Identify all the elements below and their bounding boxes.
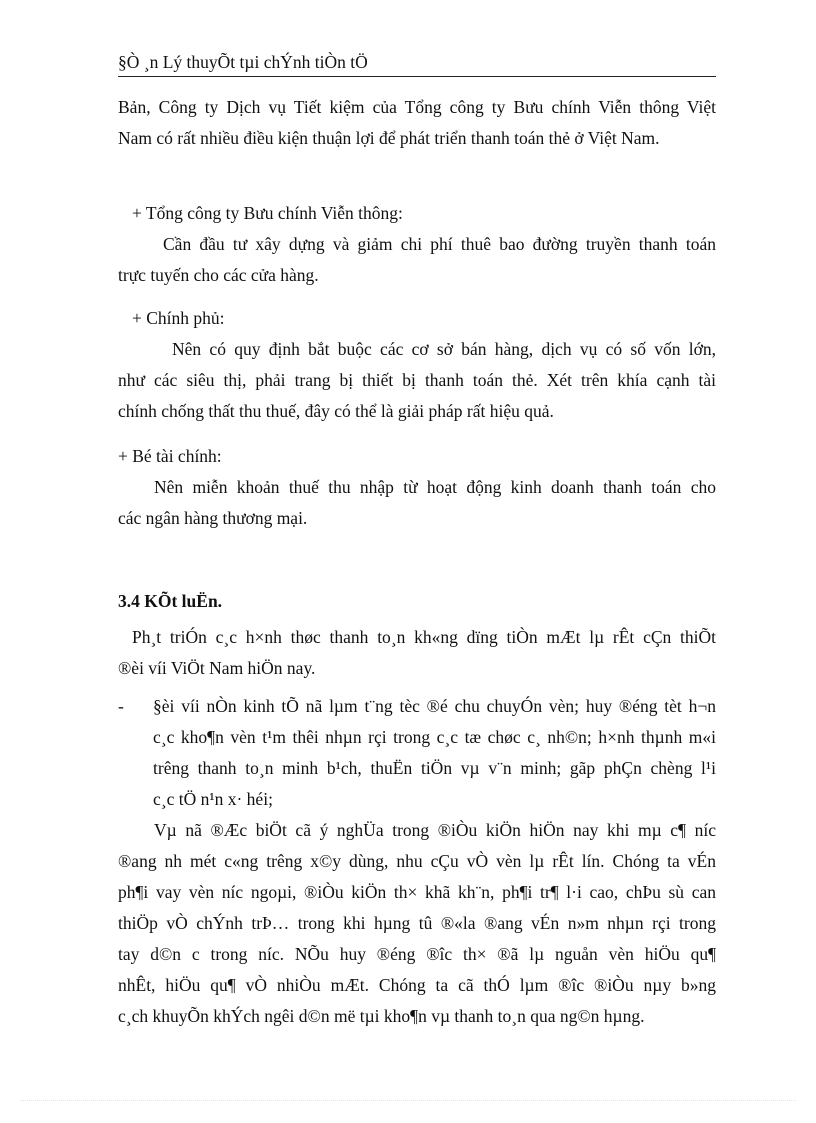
intro-paragraph (118, 92, 716, 154)
dash-marker: - (118, 696, 124, 716)
conclusion-heading (118, 586, 716, 617)
section-title: + Tổng công ty Bưu chính Viễn thông: (132, 203, 403, 223)
text-line: chính chống thất thu thuế, đây có thể là giải pháp rất hiệu quả. (118, 401, 554, 421)
conclusion-bullet (153, 691, 716, 815)
conclusion-paragraph-1 (118, 622, 716, 684)
text-line: thiÖp vÒ chÝnh trÞ… trong khi hµng tû ®«la ®ang vÉn n»m nhµn rçi trong (118, 913, 716, 933)
page-header: §Ò ¸n Lý thuyÕt tµi chÝnh tiÒn tÖ (118, 52, 716, 77)
text-line: Nên có quy định bắt buộc các cơ sở bán hàng, dịch vụ có số vốn lớn, (172, 339, 716, 359)
section-title: + Chính phủ: (132, 308, 225, 328)
text-line: c¸ch khuyÕn khÝch ngêi d©n më tµi kho¶n vµ thanh to¸n qua ng©n hµng. (118, 1006, 645, 1026)
page-bottom-rule (20, 1100, 796, 1101)
text-line: c¸c kho¶n vèn t¹m thêi nhµn rçi trong c¸c tæ chøc c¸ nh©n; h×nh thµnh m«i (153, 727, 716, 747)
text-line: Cần đầu tư xây dựng và giảm chi phí thuê bao đường truyền thanh toán (163, 234, 716, 254)
text-line: Bản, Công ty Dịch vụ Tiết kiệm của Tổng công ty Bưu chính Viễn thông Việt (118, 97, 716, 117)
section-government (118, 303, 716, 427)
text-line: như các siêu thị, phải trang bị thiết bị thanh toán thẻ. Xét trên khía cạnh tài (118, 370, 716, 390)
text-line: trực tuyến cho các cửa hàng. (118, 265, 319, 285)
text-line: Nên miễn khoản thuế thu nhập từ hoạt động kinh doanh thanh toán cho (154, 477, 716, 497)
text-line: trêng thanh to¸n minh b¹ch, thuËn tiÖn vµ v¨n minh; gãp phÇn chèng l¹i (153, 758, 716, 778)
text-line: các ngân hàng thương mại. (118, 508, 308, 528)
section-title: + Bé tài chính: (118, 446, 222, 466)
section-telecom (118, 198, 716, 291)
text-line: Nam có rất nhiều điều kiện thuận lợi để phát triển thanh toán thẻ ở Việt Nam. (118, 128, 660, 148)
text-line: ®ang nh mét c«ng trêng x©y dùng, nhu cÇu vÒ vèn lµ rÊt lín. Chóng ta vÉn (118, 851, 716, 871)
text-line: nhÊt, hiÖu qu¶ vÒ nhiÒu mÆt. Chóng ta cã thÓ lµm ®îc ®iÒu nµy b»ng (118, 975, 716, 995)
conclusion-paragraph-2 (118, 815, 716, 1032)
text-line: tay d©n c trong níc. NÕu huy ®éng ®îc th× ®ã lµ nguån vèn hiÖu qu¶ (118, 944, 716, 964)
section-finance-ministry (118, 441, 716, 534)
text-line: ph¶i vay vèn níc ngoµi, ®iÒu kiÖn th× khã kh¨n, ph¶i tr¶ l·i cao, chÞu sù can (118, 882, 716, 902)
text-line: Ph¸t triÓn c¸c h×nh thøc thanh to¸n kh«ng dïng tiÒn mÆt lµ rÊt cÇn thiÕt (132, 627, 716, 647)
heading-text: 3.4 KÕt luËn. (118, 591, 223, 611)
text-line: §èi víi nÒn kinh tÕ nã lµm t¨ng tèc ®é chu chuyÓn vèn; huy ®éng tèt h¬n (153, 696, 716, 716)
bullet-dash (118, 691, 148, 722)
text-line: Vµ nã ®Æc biÖt cã ý nghÜa trong ®iÒu kiÖn hiÖn nay khi mµ c¶ níc (154, 820, 716, 840)
text-line: ®èi víi ViÖt Nam hiÖn nay. (118, 658, 316, 678)
text-line: c¸c tÖ n¹n x· héi; (153, 789, 273, 809)
